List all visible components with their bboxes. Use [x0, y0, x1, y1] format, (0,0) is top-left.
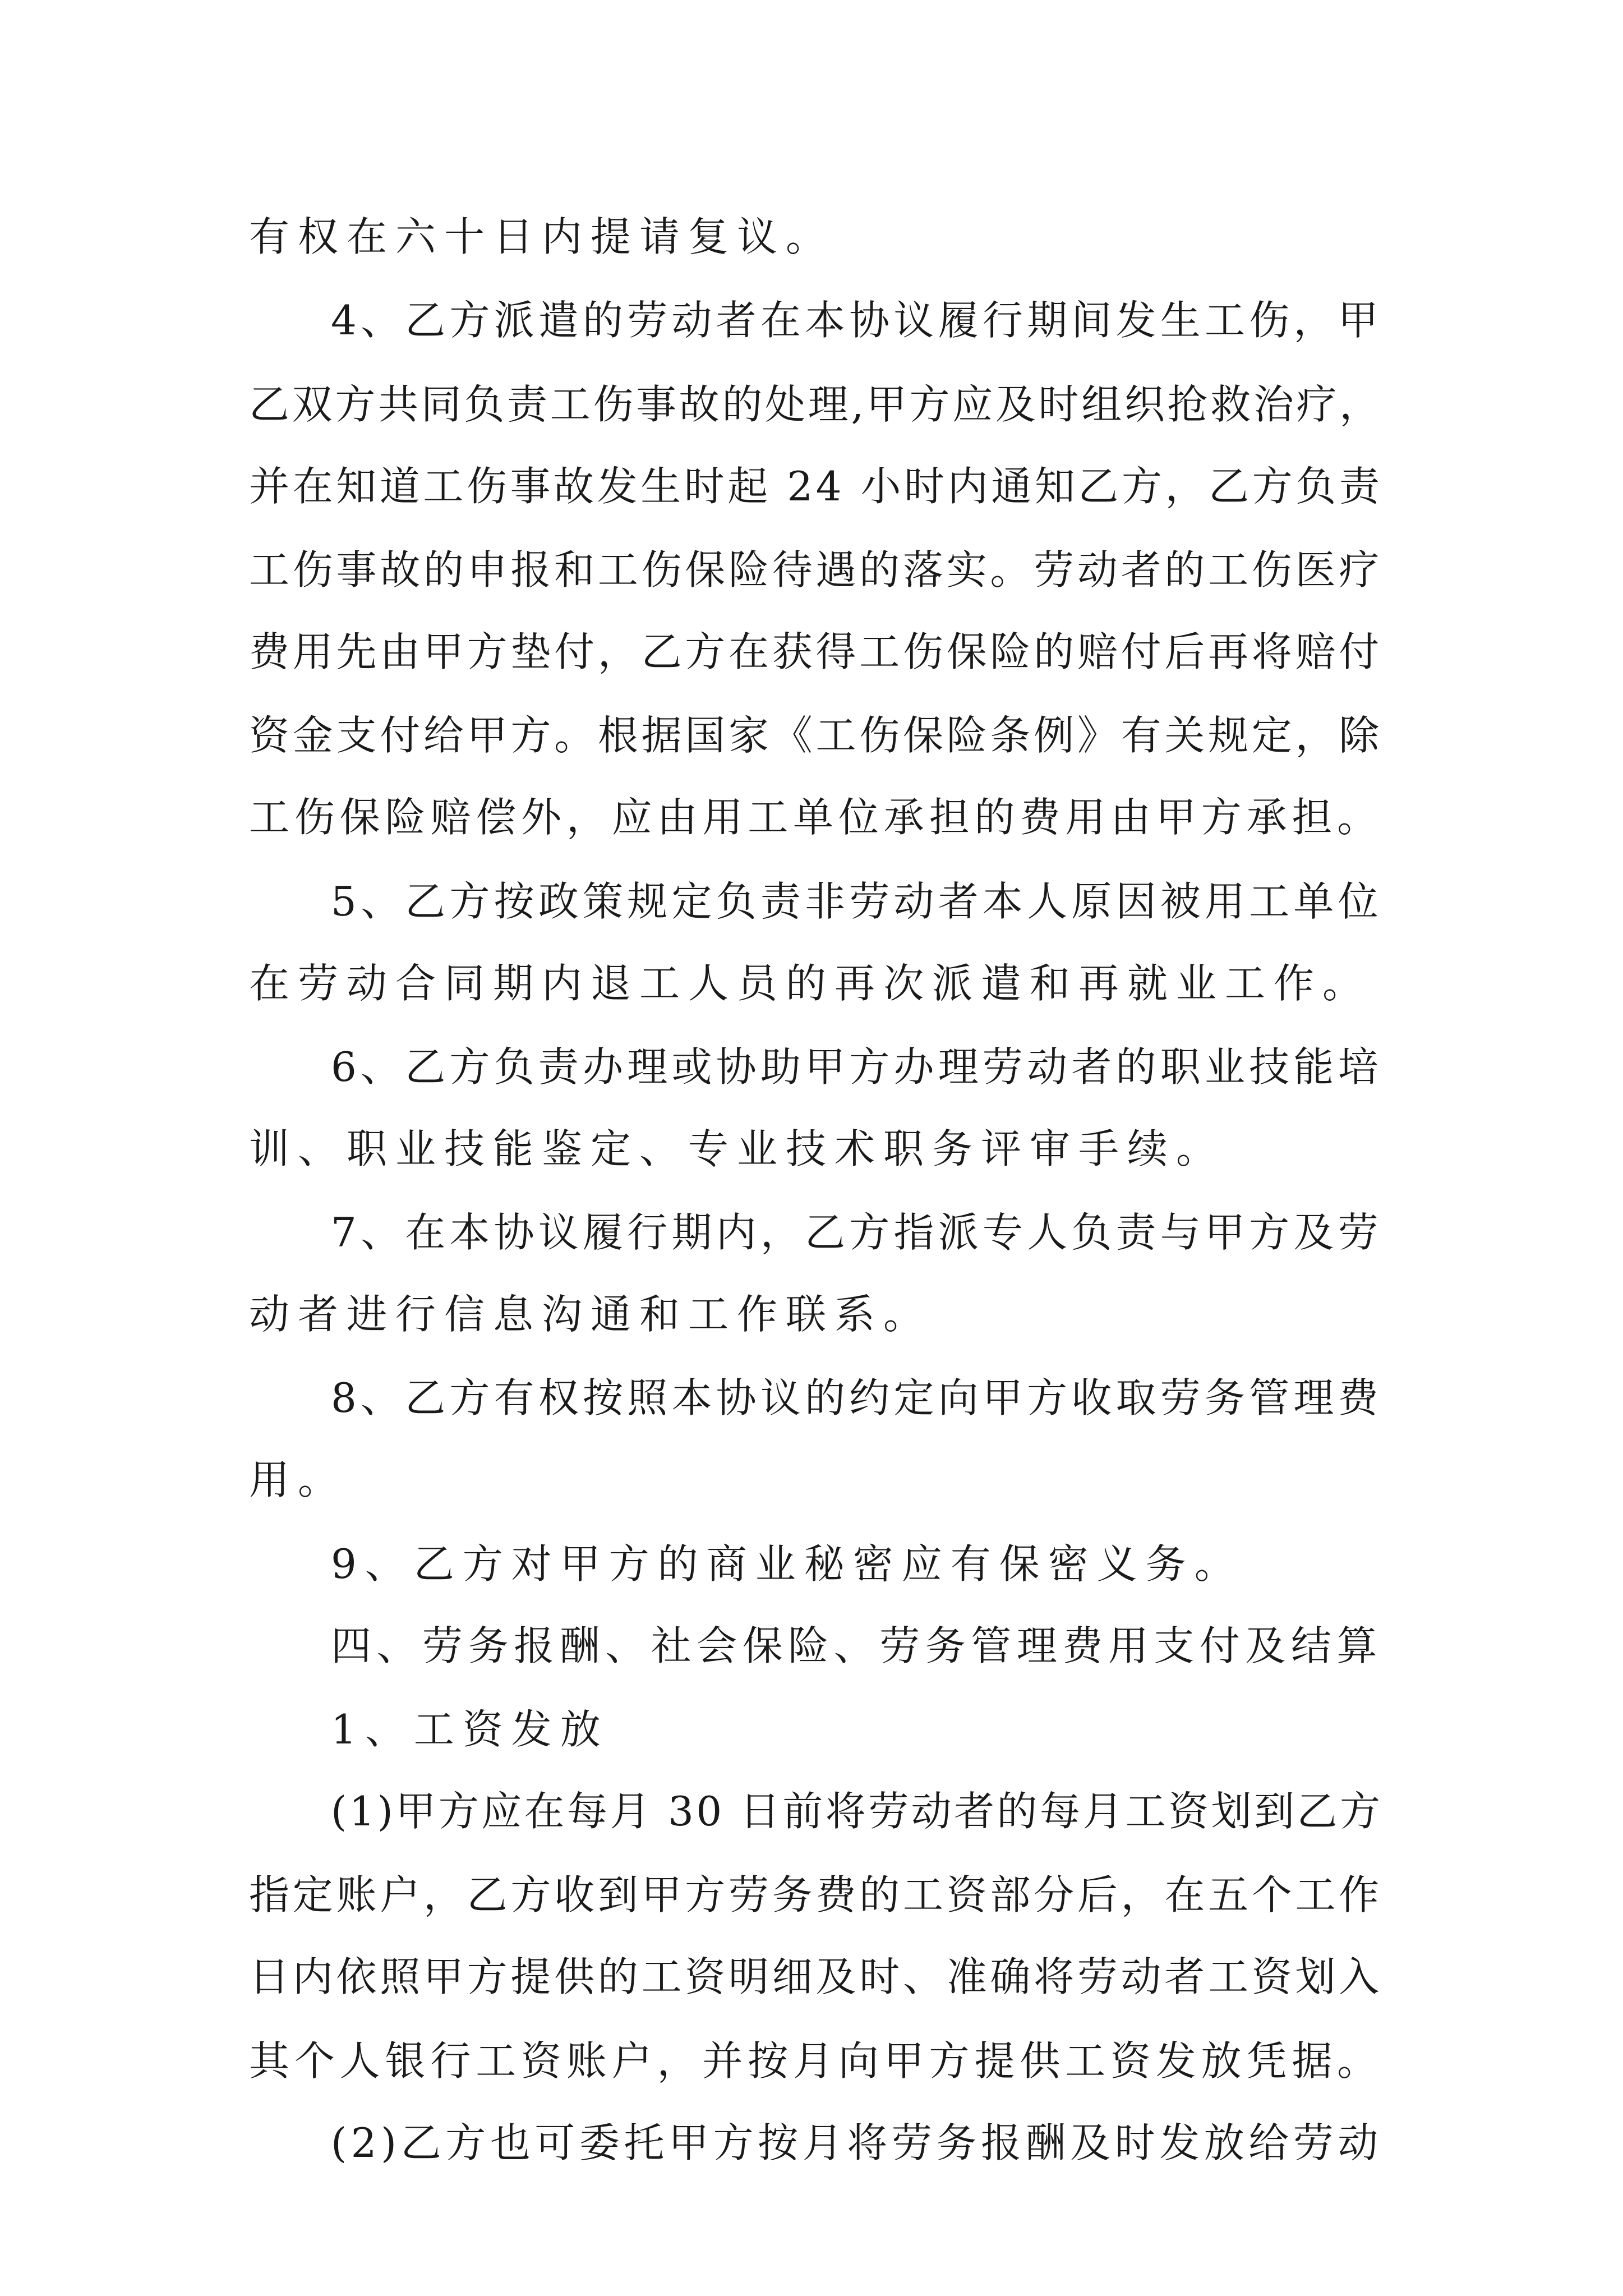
- text-line: 8、乙方有权按照本协议的约定向甲方收取劳务管理费: [331, 1374, 1382, 1421]
- text-line: 用。: [249, 1456, 347, 1503]
- text-line: 其个人银行工资账户，并按月向甲方提供工资发放凭据。: [249, 2037, 1383, 2085]
- text-line: 5、乙方按政策规定负责非劳动者本人原因被用工单位: [331, 878, 1382, 925]
- text-line: 日内依照甲方提供的工资明细及时、准确将劳动者工资划入: [249, 1953, 1383, 2000]
- section-heading: 四、劳务报酬、社会保险、劳务管理费用支付及结算: [331, 1622, 1383, 1669]
- text-line: 4、乙方派遣的劳动者在本协议履行期间发生工伤，甲: [331, 297, 1382, 344]
- text-line: 有权在六十日内提请复议。: [249, 213, 835, 260]
- text-line: 工伤事故的申报和工伤保险待遇的落实。劳动者的工伤医疗: [249, 546, 1383, 593]
- text-line: 乙双方共同负责工伤事故的处理,甲方应及时组织抢救治疗，: [249, 381, 1382, 428]
- text-line: 指定账户，乙方收到甲方劳务费的工资部分后，在五个工作: [249, 1871, 1383, 1918]
- text-line: 工伤保险赔偿外，应由用工单位承担的费用由甲方承担。: [249, 794, 1383, 841]
- text-line: (2)乙方也可委托甲方按月将劳务报酬及时发放给劳动: [331, 2119, 1382, 2166]
- text-line: 费用先由甲方垫付，乙方在获得工伤保险的赔付后再将赔付: [249, 628, 1383, 675]
- text-line: (1)甲方应在每月 30 日前将劳动者的每月工资划到乙方: [331, 1788, 1383, 1835]
- text-line: 训、职业技能鉴定、专业技术职务评审手续。: [249, 1125, 1225, 1172]
- text-line: 在劳动合同期内退工人员的再次派遣和再就业工作。: [249, 960, 1372, 1007]
- text-line: 并在知道工伤事故发生时起 24 小时内通知乙方，乙方负责: [249, 463, 1383, 510]
- text-line: 9、乙方对甲方的商业秘密应有保密义务。: [331, 1540, 1243, 1588]
- text-line: 7、在本协议履行期内，乙方指派专人负责与甲方及劳: [331, 1209, 1382, 1256]
- subsection-heading: 1、工资发放: [331, 1706, 609, 1753]
- text-line: 资金支付给甲方。根据国家《工伤保险条例》有关规定，除: [249, 712, 1383, 759]
- text-line: 动者进行信息沟通和工作联系。: [249, 1291, 933, 1338]
- text-line: 6、乙方负责办理或协助甲方办理劳动者的职业技能培: [331, 1043, 1382, 1091]
